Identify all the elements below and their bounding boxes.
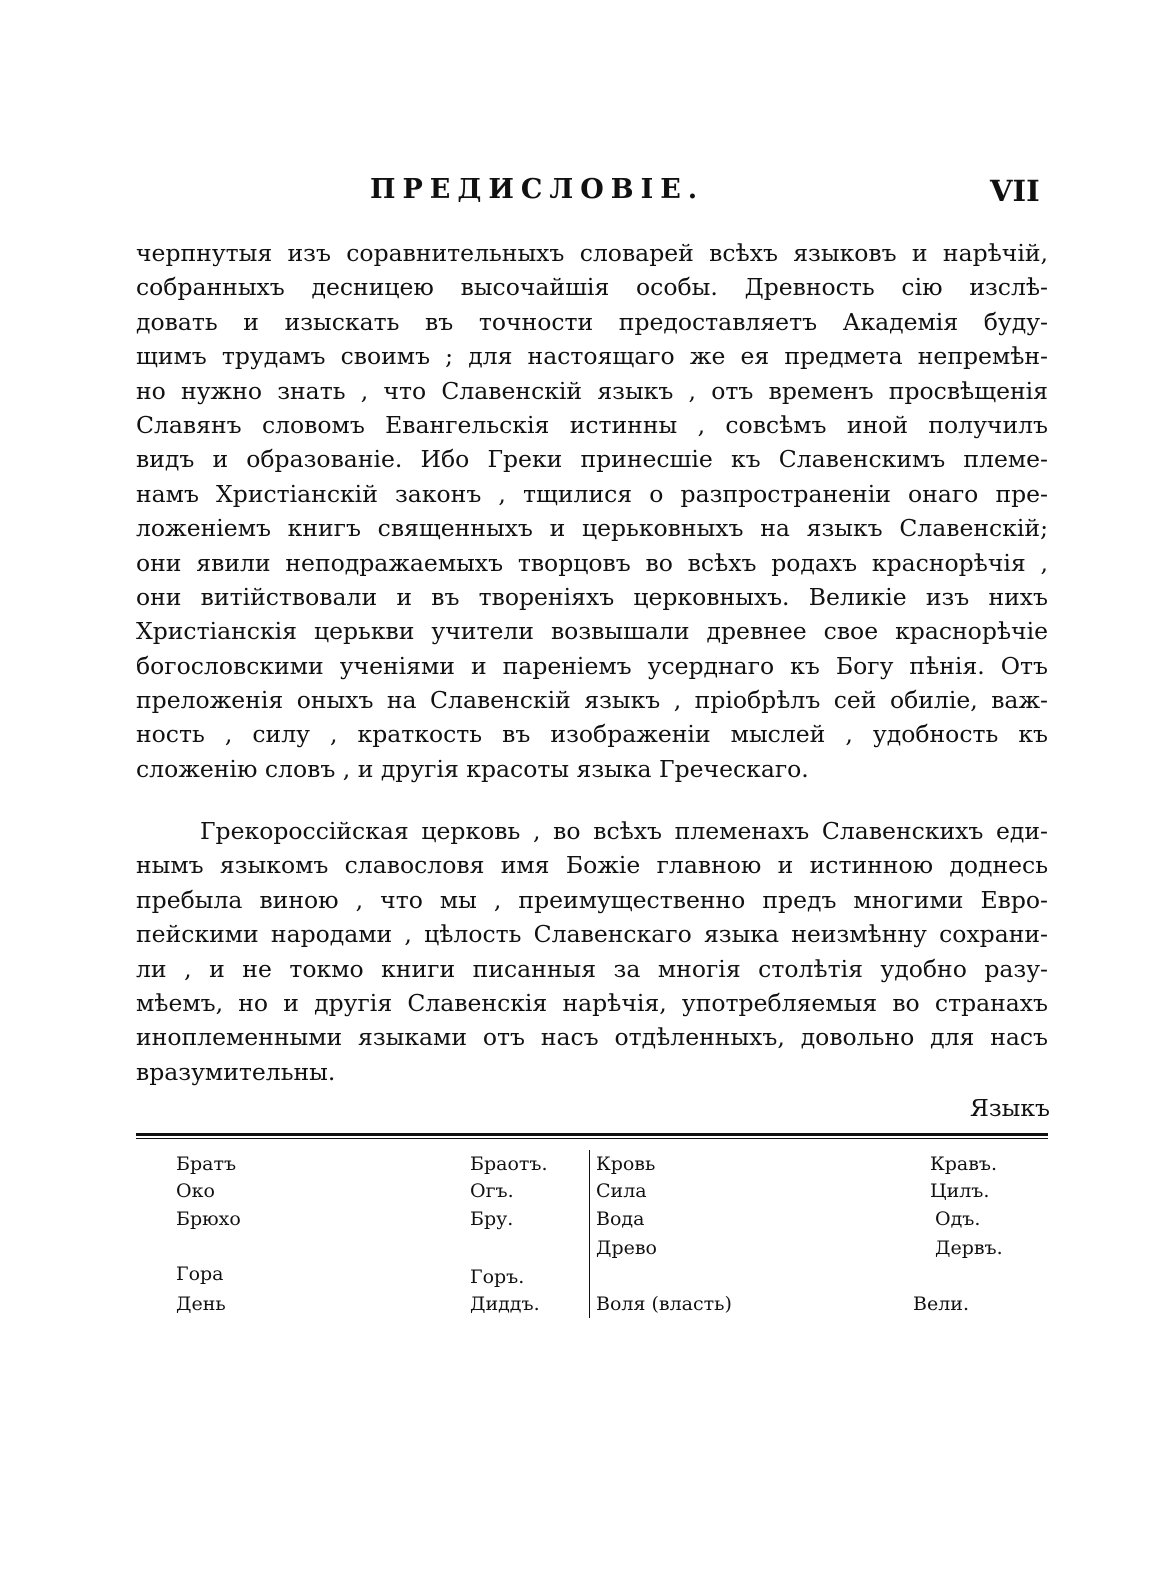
text-line: вразумительны. — [136, 1057, 336, 1086]
table-word: Братъ — [176, 1153, 237, 1175]
table-word: Кровь — [596, 1153, 656, 1175]
text-line: иноплеменными языками отъ насъ отдѣленныхъ, довольно для насъ — [136, 1023, 1048, 1052]
table-word: Древо — [596, 1237, 657, 1259]
text-line: черпнутыя изъ соравнительныхъ словарей всѣхъ языковъ и нарѣчій, — [136, 239, 1048, 267]
page-number: VII — [990, 174, 1040, 208]
table-variant: Цилъ. — [930, 1180, 990, 1202]
text-line: собранныхъ десницею высочайшія особы. Древность сію изслѣ- — [136, 273, 1048, 302]
text-line: пейскими народами , цѣлость Славенскаго языка неизмѣнну сохрани- — [136, 920, 1048, 949]
text-line: они явили неподражаемыхъ творцовъ во всѣхъ родахъ краснорѣчія , — [136, 548, 1048, 577]
table-word: Вода — [596, 1208, 645, 1230]
table-variant: Огъ. — [470, 1180, 514, 1202]
table-variant: Диддъ. — [470, 1293, 540, 1315]
table-word: Воля (власть) — [596, 1293, 732, 1315]
table-variant: Вели. — [913, 1293, 969, 1315]
text-line: богословскими ученіями и пареніемъ усерднаго къ Богу пѣнія. Отъ — [136, 651, 1048, 680]
text-line: сложенію словъ , и другія красоты языка Греческаго. — [136, 754, 809, 783]
table-word: День — [176, 1293, 226, 1315]
text-line: щимъ трудамъ своимъ ; для настоящаго же ея предмета непремѣн- — [136, 342, 1048, 371]
text-line: ность , силу , краткость въ изображеніи мыслей , удобность къ — [136, 720, 1048, 749]
text-line: но нужно знать , что Славенскій языкъ , отъ временъ просвѣщенія — [136, 376, 1048, 405]
text-line: преложенія оныхъ на Славенскій языкъ , пріобрѣлъ сей обиліе, важ- — [136, 686, 1048, 715]
paragraph-1 — [136, 236, 1048, 786]
text-line: видъ и образованіе. Ибо Греки принесшіе къ Славенскимъ племе- — [136, 445, 1048, 474]
text-line: они витійствовали и въ твореніяхъ церковныхъ. Великіе изъ нихъ — [136, 582, 1048, 611]
table-variant: Горъ. — [470, 1266, 525, 1288]
table-variant: Кравъ. — [930, 1153, 998, 1175]
table-word: Брюхо — [176, 1208, 241, 1230]
text-line: довать и изыскать въ точности предоставляетъ Академія буду- — [136, 307, 1048, 336]
table-word: Гора — [176, 1263, 224, 1285]
table-word: Око — [176, 1180, 215, 1202]
text-line: ли , и не токмо книги писанныя за многія столѣтія удобно разу- — [136, 954, 1048, 983]
text-line: намъ Христіанскій законъ , тщилися о разпространеніи онаго пре- — [136, 479, 1048, 508]
table-word: Сила — [596, 1180, 647, 1202]
running-header-title: ПРЕДИСЛОВІЕ. — [370, 174, 705, 205]
table-top-rule — [136, 1133, 1048, 1136]
text-line: пребыла виною , что мы , преимущественно предъ многими Евро- — [136, 885, 1048, 914]
text-line: нымъ языкомъ славословя имя Божіе главною и истинною доднесь — [136, 851, 1048, 880]
paragraph-2 — [136, 814, 1048, 1089]
table-variant: Одъ. — [935, 1208, 981, 1230]
catchword: Языкъ — [969, 1094, 1050, 1122]
table-variant: Дервъ. — [935, 1237, 1003, 1259]
text-line: ложеніемъ книгъ священныхъ и церьковныхъ на языкъ Славенскій; — [136, 514, 1048, 543]
table-top-rule-thin — [136, 1138, 1048, 1139]
table-variant: Бру. — [470, 1208, 514, 1230]
text-line: Грекороссійская церковь , во всѣхъ племенахъ Славенскихъ еди- — [200, 817, 1048, 845]
text-line: мѣемъ, но и другія Славенскія нарѣчія, употребляемыя во странахъ — [136, 988, 1048, 1017]
table-column-divider — [589, 1150, 590, 1318]
text-line: Христіанскія церькви учители возвышали древнее свое краснорѣчіе — [136, 617, 1048, 646]
table-variant: Браотъ. — [470, 1153, 548, 1175]
text-line: Славянъ словомъ Евангельскія истинны , совсѣмъ иной получилъ — [136, 410, 1048, 439]
